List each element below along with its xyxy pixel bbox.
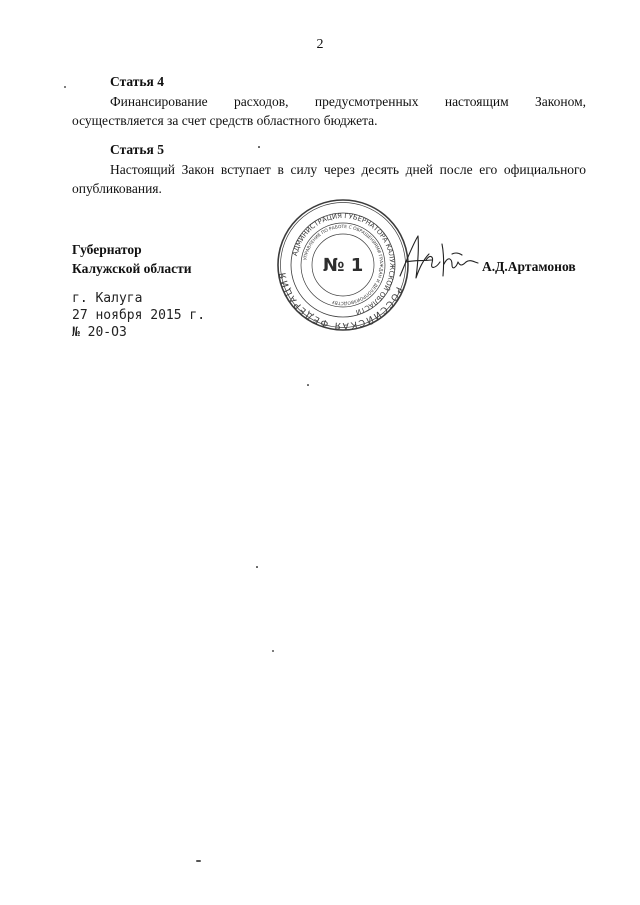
article-5-tail: опубликования. [72,181,162,196]
article-4-tail: осуществляется за счет средств областного бюджета. [72,113,378,128]
article-4-word: Финансирование [110,94,208,109]
article-4-word: предусмотренных [314,94,419,109]
signer-title-line-1: Губернатор [72,242,142,257]
article-5-heading: Статья 5 [110,142,164,157]
article-4-word: Законом, [534,94,586,109]
scan-speck [64,86,66,88]
scan-speck [307,384,309,386]
scan-speck [256,566,258,568]
scan-speck [258,146,260,148]
document-number: № 20-ОЗ [72,325,127,340]
document-city: г. Калуга [72,291,143,306]
document-registration [72,290,205,341]
article-5 [72,140,586,198]
seal-center-number: № 1 [322,255,364,276]
article-5-first-line: Настоящий Закон вступает в силу через десять дней после его официального [110,162,586,177]
signer-title-line-2: Калужской области [72,261,192,276]
article-4-word: расходов, [234,94,289,109]
scan-speck [196,860,201,862]
signer-name: А.Д.Артамонов [482,259,576,274]
scan-speck [272,650,274,652]
official-seal [276,198,410,332]
signer-title [72,240,192,278]
seal-outer-text: РОССИЙСКАЯ ФЕДЕРАЦИЯ [278,270,404,331]
article-4 [72,72,586,130]
seal-inner-text: УПРАВЛЕНИЕ ПО РАБОТЕ С ОБРАЩЕНИЯМИ ГРАЖДАН И ДЕЛОПРОИЗВОДСТВУ [303,224,384,306]
page-number: 2 [316,37,324,52]
article-4-heading: Статья 4 [110,74,164,89]
article-4-word: настоящим [444,94,509,109]
document-date: 27 ноября 2015 г. [72,308,206,323]
article-4-first-line [72,92,586,111]
seal-middle-text: АДМИНИСТРАЦИЯ ГУБЕРНАТОРА КАЛУЖСКОЙ ОБЛАСТИ [290,211,397,317]
handwritten-signature [392,232,484,286]
